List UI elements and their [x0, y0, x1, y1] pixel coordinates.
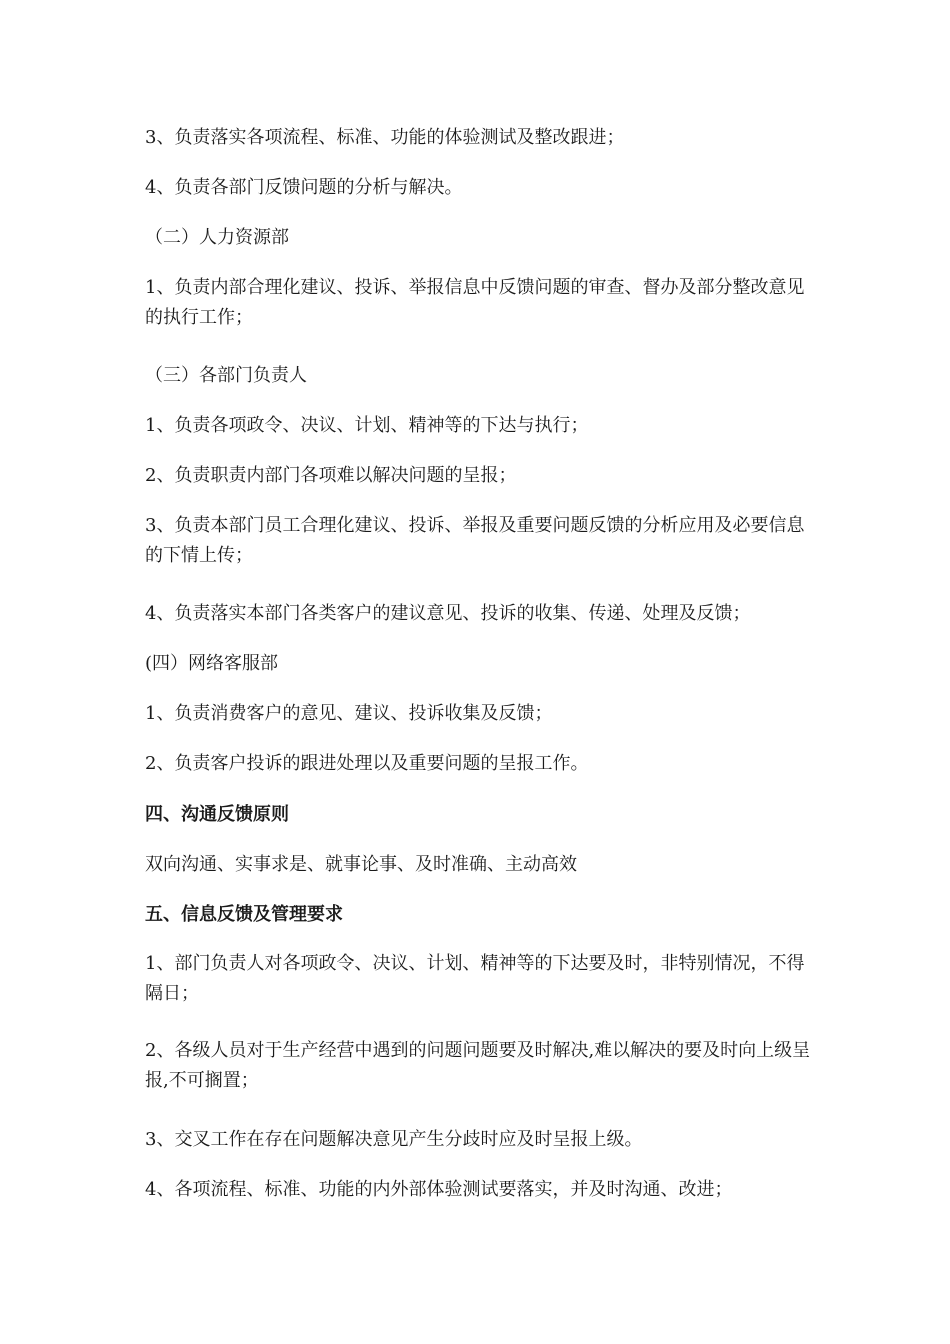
paragraph-9: 4、负责落实本部门各类客户的建议意见、投诉的收集、传递、处理及反馈；	[145, 603, 751, 624]
section-heading-dept-heads: （三）各部门负责人	[145, 365, 307, 386]
heading-communication-principles: 四、沟通反馈原则	[145, 804, 289, 825]
paragraph-16: 1、部门负责人对各项政令、决议、计划、精神等的下达要及时，非特别情况，不得隔日；	[145, 953, 805, 1004]
paragraph-8: 3、负责本部门员工合理化建议、投诉、举报及重要问题反馈的分析应用及必要信息的下情上传；	[145, 515, 805, 566]
paragraph-4: 1、负责内部合理化建议、投诉、举报信息中反馈问题的审查、督办及部分整改意见的执行工作；	[145, 277, 805, 328]
paragraph-11: 1、负责消费客户的意见、建议、投诉收集及反馈；	[145, 703, 553, 724]
paragraph-2: 4、负责各部门反馈问题的分析与解决。	[145, 177, 463, 198]
section-heading-online-service: (四）网络客服部	[145, 653, 279, 674]
section-heading-hr: （二）人力资源部	[145, 227, 289, 248]
paragraph-1: 3、负责落实各项流程、标准、功能的体验测试及整改跟进；	[145, 127, 625, 148]
paragraph-17: 2、各级人员对于生产经营中遇到的问题问题要及时解决,难以解决的要及时向上级呈报,不可搁置；	[145, 1040, 811, 1091]
heading-feedback-requirements: 五、信息反馈及管理要求	[145, 904, 343, 925]
paragraph-12: 2、负责客户投诉的跟进处理以及重要问题的呈报工作。	[145, 753, 589, 774]
paragraph-6: 1、负责各项政令、决议、计划、精神等的下达与执行；	[145, 415, 589, 436]
paragraph-18: 3、交叉工作在存在问题解决意见产生分歧时应及时呈报上级。	[145, 1129, 643, 1150]
paragraph-14: 双向沟通、实事求是、就事论事、及时准确、主动高效	[145, 854, 577, 875]
paragraph-19: 4、各项流程、标准、功能的内外部体验测试要落实，并及时沟通、改进；	[145, 1179, 733, 1200]
paragraph-7: 2、负责职责内部门各项难以解决问题的呈报；	[145, 465, 517, 486]
